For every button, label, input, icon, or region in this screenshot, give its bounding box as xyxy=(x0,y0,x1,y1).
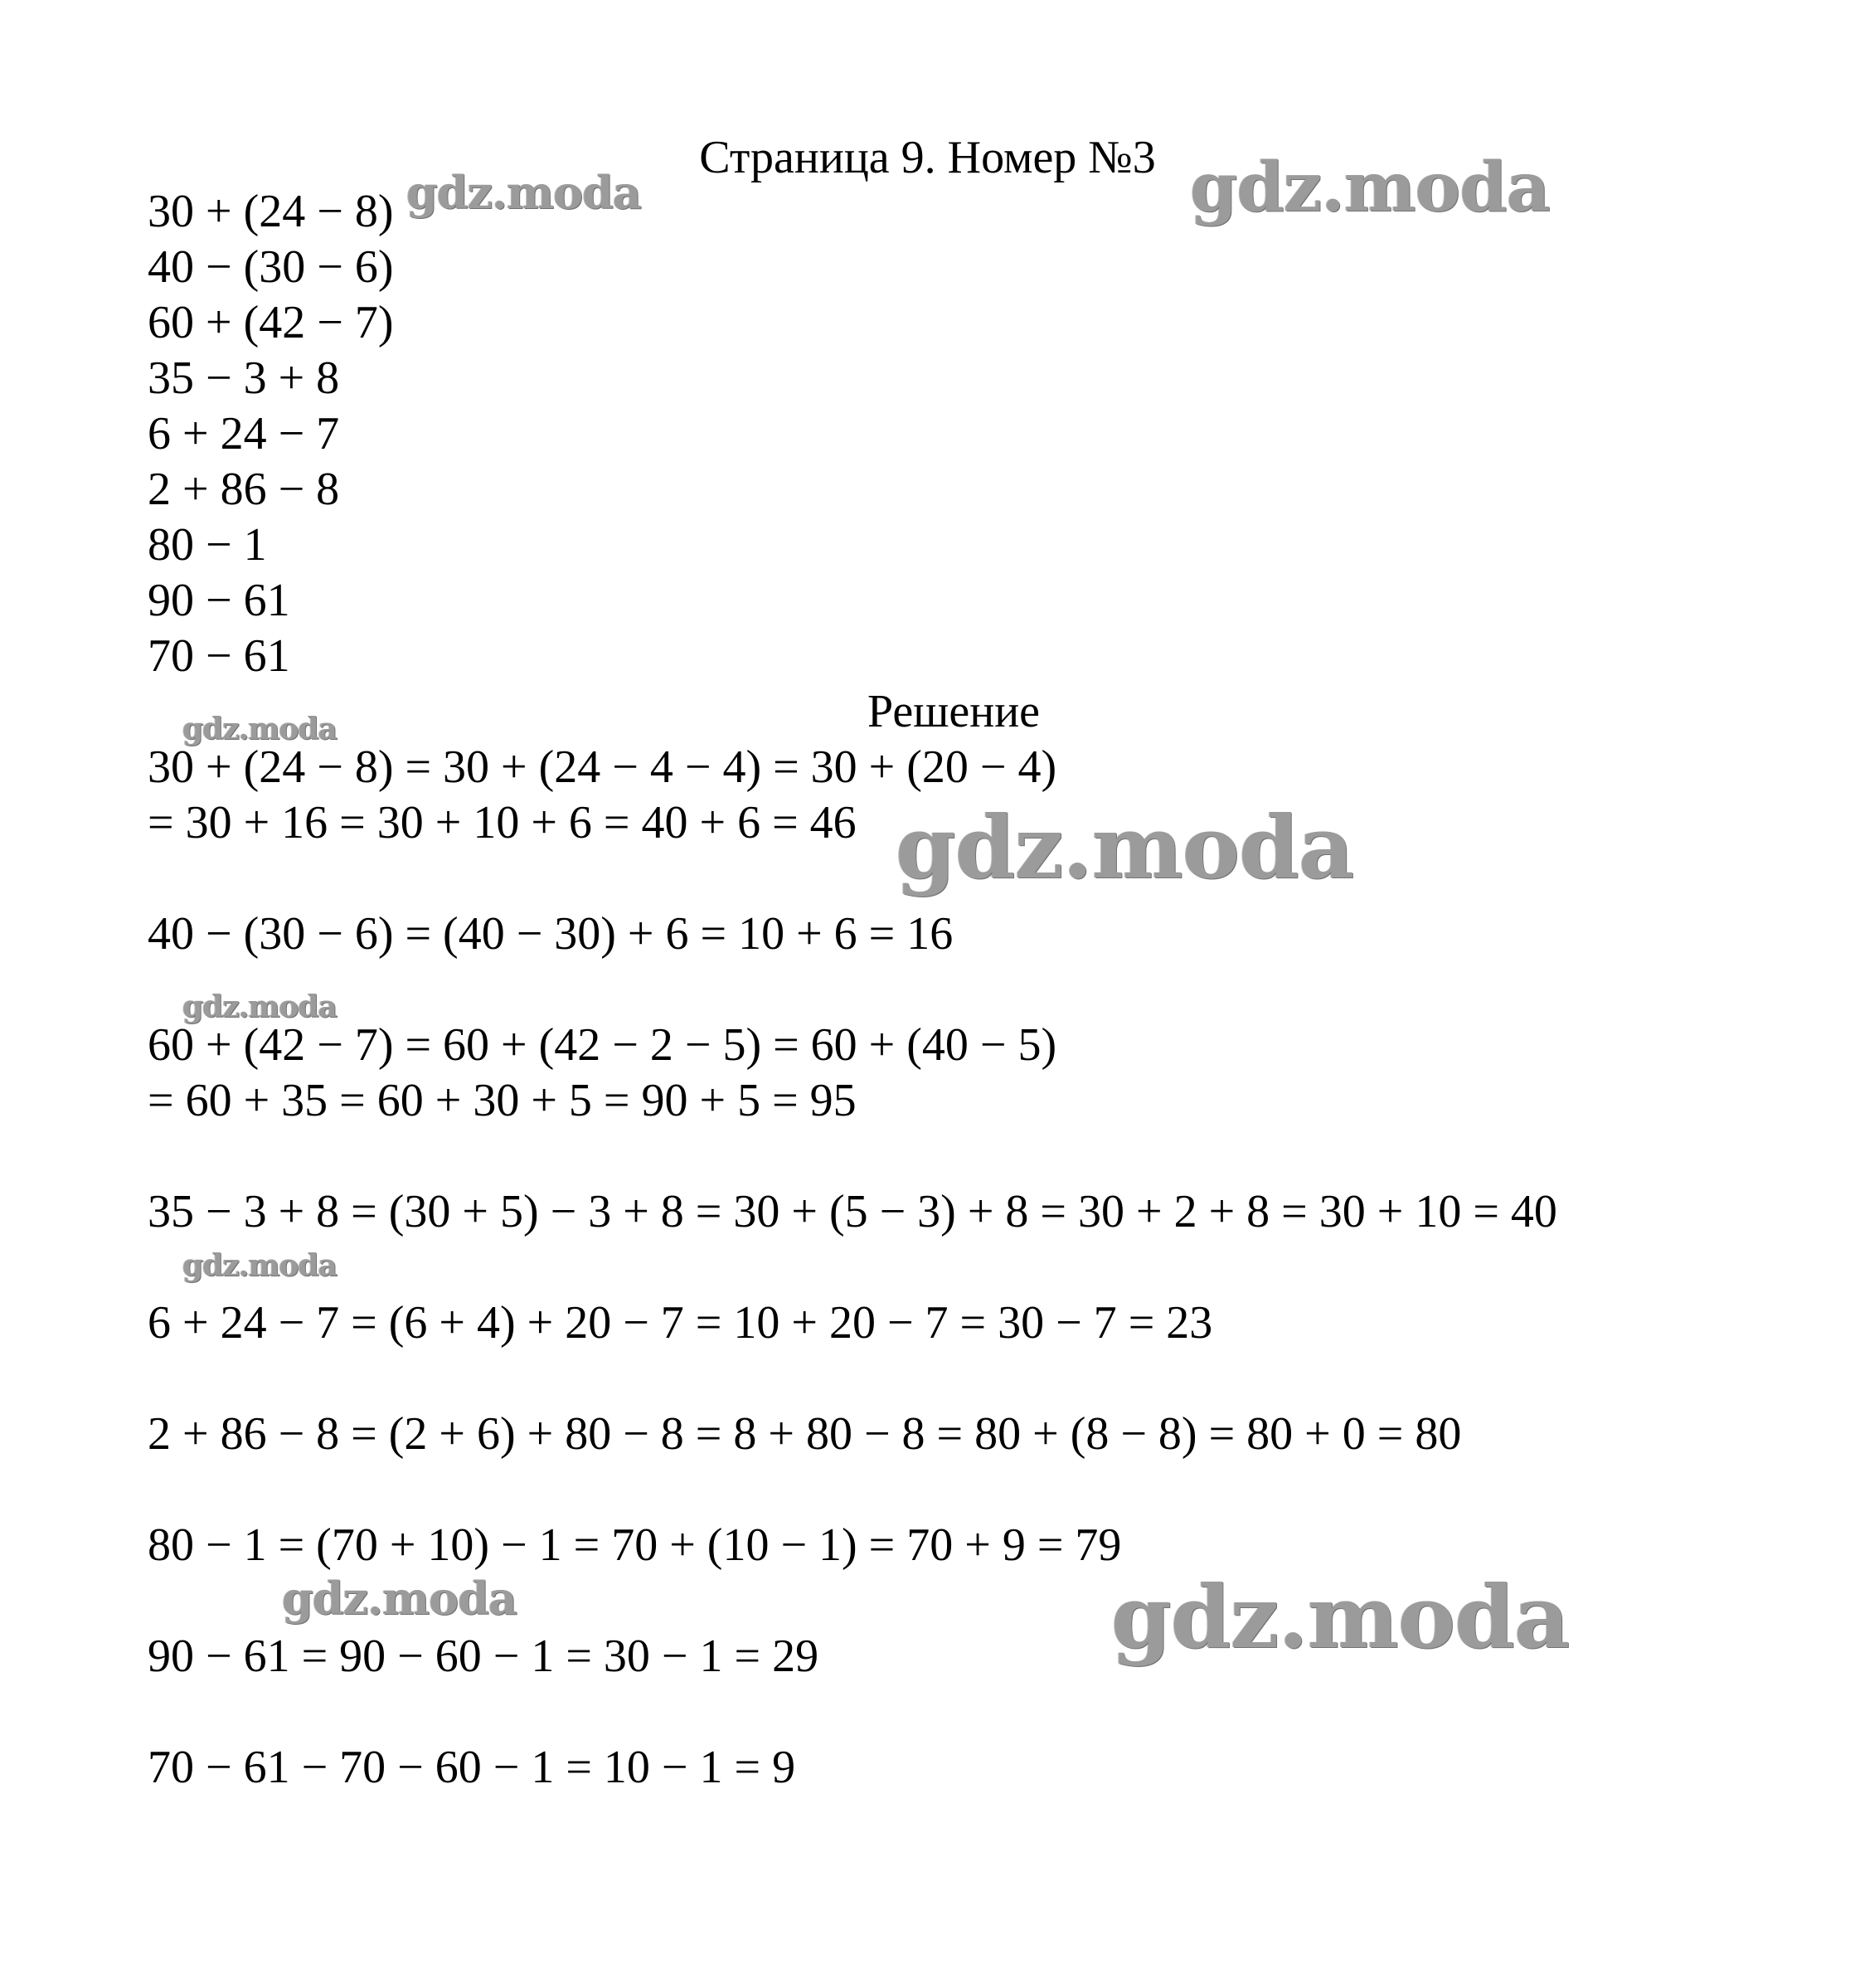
solution-line: = 60 + 35 = 60 + 30 + 5 = 90 + 5 = 95 xyxy=(148,1075,857,1126)
solution-line: 2 + 86 − 8 = (2 + 6) + 80 − 8 = 8 + 80 − 8 = 80 + (8 − 8) = 80 + 0 = 80 xyxy=(148,1408,1462,1460)
page-title: Страница 9. Номер №3 xyxy=(699,132,1156,183)
solution-line: 30 + (24 − 8) = 30 + (24 − 4 − 4) = 30 + (20 − 4) xyxy=(148,741,1057,793)
solution-line: 80 − 1 = (70 + 10) − 1 = 70 + (10 − 1) = 70 + 9 = 79 xyxy=(148,1519,1122,1571)
watermark: gdz.moda xyxy=(182,1248,337,1283)
problem-item: 40 − (30 − 6) xyxy=(148,241,394,293)
watermark: gdz.moda xyxy=(896,796,1354,898)
solution-line: 6 + 24 − 7 = (6 + 4) + 20 − 7 = 10 + 20 − 7 = 30 − 7 = 23 xyxy=(148,1297,1213,1349)
problem-item: 70 − 61 xyxy=(148,630,290,682)
solution-heading: Решение xyxy=(867,686,1041,737)
solution-line: 90 − 61 = 90 − 60 − 1 = 30 − 1 = 29 xyxy=(148,1631,819,1682)
watermark: gdz.moda xyxy=(1190,148,1550,227)
problem-item: 2 + 86 − 8 xyxy=(148,464,340,515)
problem-item: 80 − 1 xyxy=(148,519,267,571)
solution-line: = 30 + 16 = 30 + 10 + 6 = 40 + 6 = 46 xyxy=(148,797,857,848)
watermark: gdz.moda xyxy=(1111,1566,1570,1668)
solution-line: 70 − 61 − 70 − 60 − 1 = 10 − 1 = 9 xyxy=(148,1742,796,1793)
solution-line: 60 + (42 − 7) = 60 + (42 − 2 − 5) = 60 + (40 − 5) xyxy=(148,1019,1057,1071)
solution-line: 40 − (30 − 6) = (40 − 30) + 6 = 10 + 6 = 16 xyxy=(148,908,954,960)
watermark: gdz.moda xyxy=(182,989,337,1024)
watermark: gdz.moda xyxy=(282,1572,517,1625)
solution-line: 35 − 3 + 8 = (30 + 5) − 3 + 8 = 30 + (5 − 3) + 8 = 30 + 2 + 8 = 30 + 10 = 40 xyxy=(148,1186,1557,1237)
problem-item: 60 + (42 − 7) xyxy=(148,297,394,348)
watermark: gdz.moda xyxy=(182,712,337,746)
problem-item: 35 − 3 + 8 xyxy=(148,352,340,404)
watermark: gdz.moda xyxy=(406,166,641,219)
problem-item: 6 + 24 − 7 xyxy=(148,408,340,459)
problem-item: 30 + (24 − 8) xyxy=(148,186,394,237)
problem-list xyxy=(148,184,393,684)
problem-item: 90 − 61 xyxy=(148,575,290,626)
